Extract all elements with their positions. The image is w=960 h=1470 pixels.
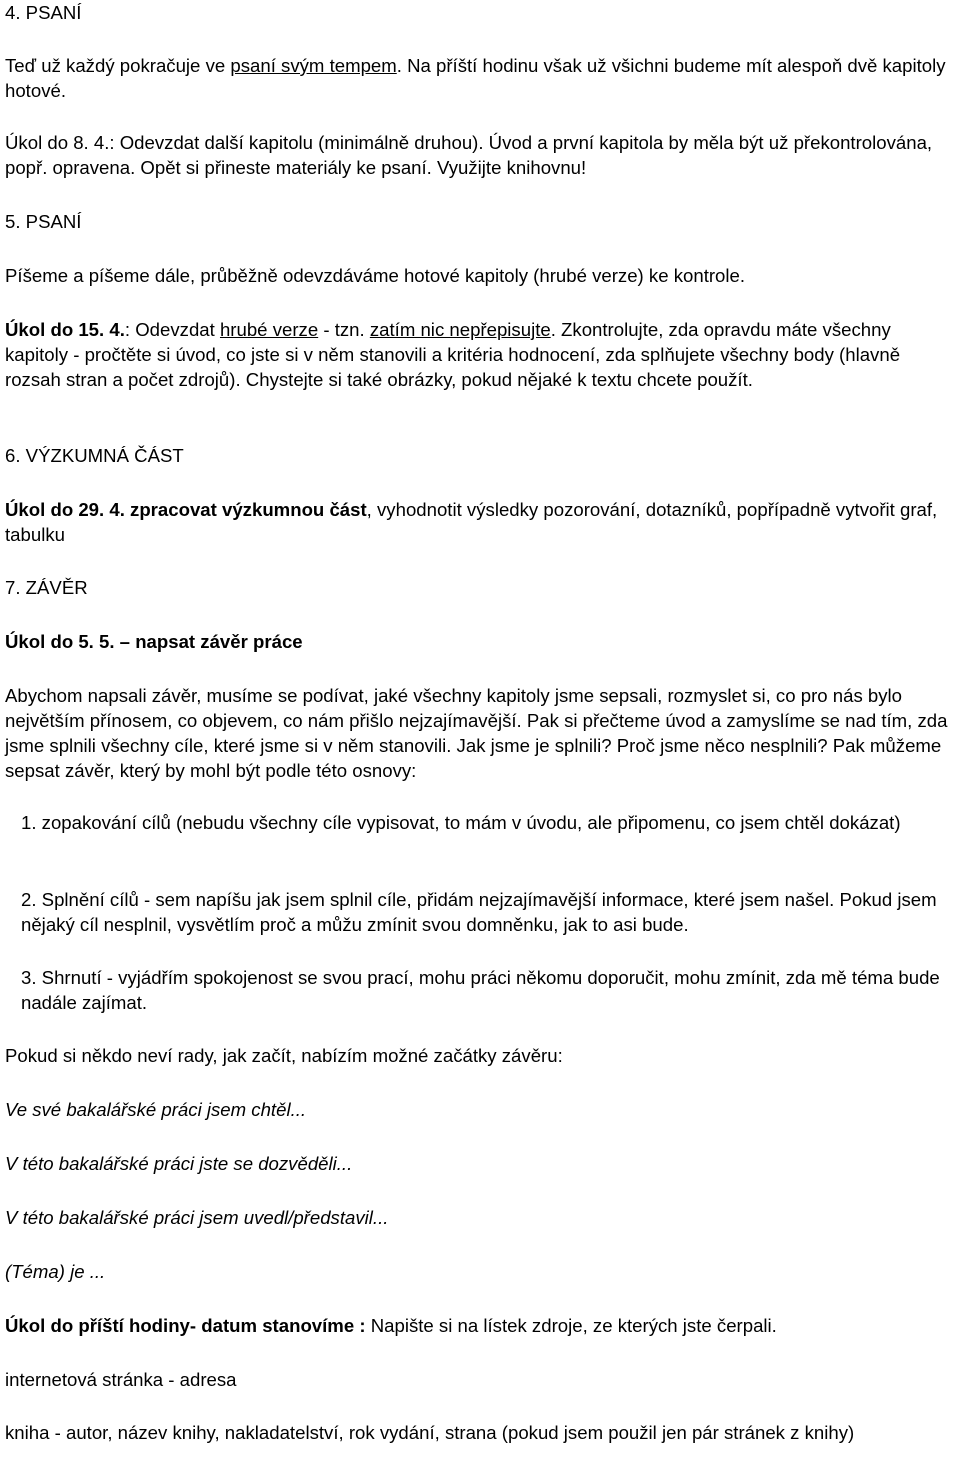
no-rewriting-link[interactable]: zatím nic nepřepisujte (369, 319, 551, 340)
task-text: . Zkontrolujte, zda opravdu máte všechny kapitoly - pročtěte si úvod, co jste si v něm stanovili a kritéria hodnocení, zda splňujete všechny body (hlavně rozsah stran a počet zdrojů). Chystejte si také obrázky, pokud nějaké k textu chcete použít. (5, 319, 901, 390)
task-text: - tzn. (318, 319, 370, 340)
task-text: : Odevzdat (124, 319, 220, 340)
source-format-book: kniha - autor, název knihy, nakladatelství, rok vydání, strana (pokud jsem použil jen pár stránek z knihy) (5, 1422, 855, 1443)
conclusion-start-2: V této bakalářské práci jste se dozvěděli... (5, 1153, 353, 1174)
outline-item-2: 2. Splnění cílů - sem napíšu jak jsem splnil cíle, přidám nejzajímavější informace, které jsem našel. Pokud jsem nějaký cíl nesplnil, vysvětlím proč a můžu zmínit svou domněnku, jak to asi bude. (21, 889, 937, 935)
paragraph-text: . Na příští hodinu však už všichni budeme mít alespoň dvě kapitoly hotové. (5, 55, 946, 101)
section-6-task (5, 497, 955, 547)
section-4-heading: 4. PSANÍ (5, 2, 82, 23)
task-deadline: Úkol do 15. 4. (5, 319, 125, 340)
section-7-heading: 7. ZÁVĚR (5, 577, 88, 598)
conclusion-start-1: Ve své bakalářské práci jsem chtěl... (5, 1099, 307, 1120)
section-7-task: Úkol do 5. 5. – napsat závěr práce (5, 631, 303, 652)
outline-item-1: 1. zopakování cílů (nebudu všechny cíle vypisovat, to mám v úvodu, ale připomenu, co jsem chtěl dokázat) (21, 812, 901, 833)
section-5-heading: 5. PSANÍ (5, 211, 82, 232)
section-6-heading: 6. VÝZKUMNÁ ČÁST (5, 445, 184, 466)
section-5-intro: Píšeme a píšeme dále, průběžně odevzdáváme hotové kapitoly (hrubé verze) ke kontrole. (5, 265, 746, 286)
source-format-web: internetová stránka - adresa (5, 1369, 237, 1390)
outline-item-3: 3. Shrnutí - vyjádřím spokojenost se svou prací, mohu práci někomu doporučit, mohu zmínit, zda mě téma bude nadále zajímat. (21, 967, 940, 1013)
conclusion-start-4: (Téma) je ... (5, 1261, 106, 1282)
task-deadline: Úkol do 29. 4. zpracovat výzkumnou část (5, 499, 367, 520)
section-4-paragraph (5, 53, 955, 103)
task-deadline: Úkol do příští hodiny- datum stanovíme : (5, 1315, 366, 1336)
conclusion-starts-intro: Pokud si někdo neví rady, jak začít, nabízím možné začátky závěru: (5, 1045, 563, 1066)
next-lesson-task (5, 1313, 955, 1338)
writing-pace-link[interactable]: psaní svým tempem (230, 55, 397, 76)
section-5-task (5, 317, 955, 392)
section-7-paragraph: Abychom napsali závěr, musíme se podívat, jaké všechny kapitoly jsme sepsali, rozmyslet si, co pro nás bylo největším přínosem, co objevem, co nám přišlo nejzajímavější. Pak si přečteme úvod a zamyslíme se nad tím, zda jsme splnili všechny cíle, které jsme si v něm stanovili. Jak jsme je splnili? Proč jsme něco nesplnili? Pak můžeme sepsat závěr, který by mohl být podle této osnovy: (5, 685, 948, 781)
rough-drafts-link[interactable]: hrubé verze (219, 319, 319, 340)
section-4-task: Úkol do 8. 4.: Odevzdat další kapitolu (minimálně druhou). Úvod a první kapitola by měla být už překontrolována, popř. opravena. Opět si přineste materiály ke psaní. Využijte knihovnu! (5, 132, 933, 178)
paragraph-text: Teď už každý pokračuje ve (5, 55, 231, 76)
task-text: , vyhodnotit výsledky pozorování, dotazníků, popřípadně vytvořit graf, tabulku (5, 499, 938, 545)
task-text: Napište si na lístek zdroje, ze kterých jste čerpali. (365, 1315, 777, 1336)
conclusion-start-3: V této bakalářské práci jsem uvedl/představil... (5, 1207, 389, 1228)
